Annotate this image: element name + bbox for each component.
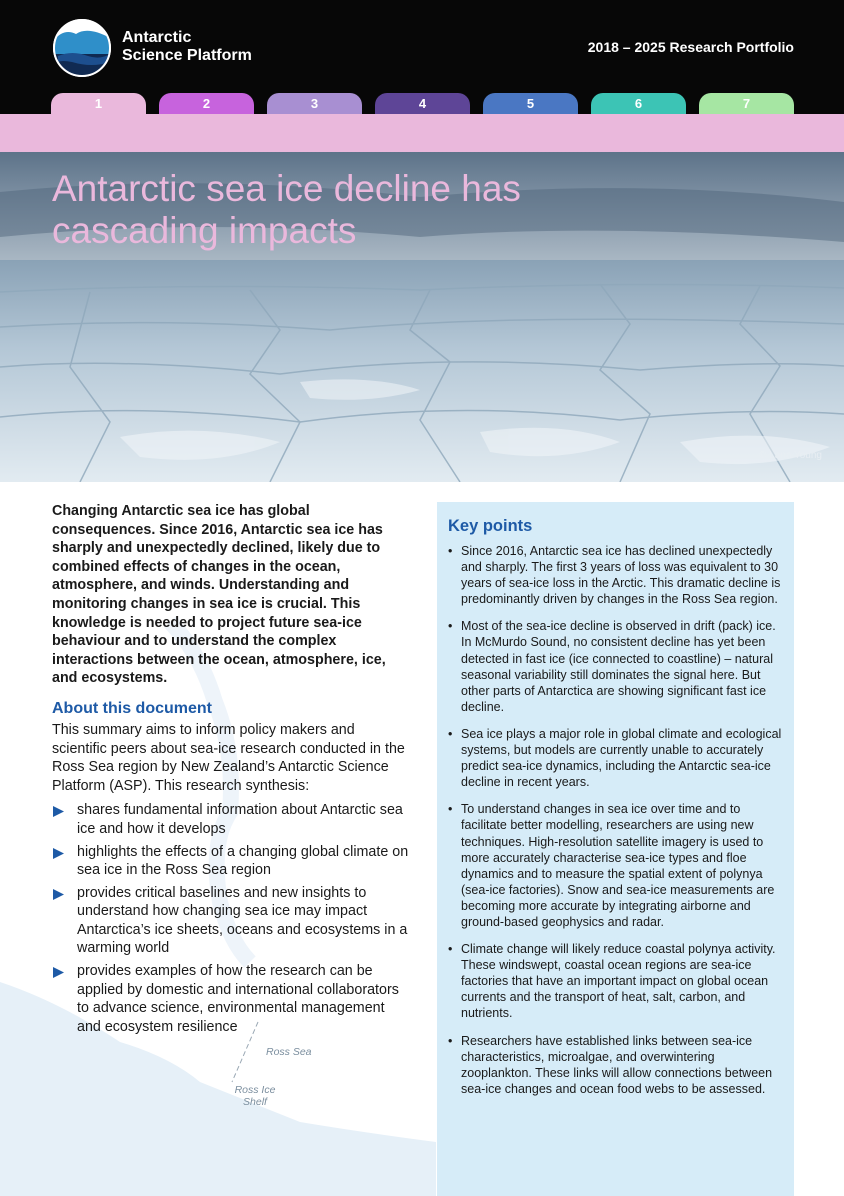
arrow-bullet-icon <box>52 847 65 860</box>
tab-4[interactable]: 4 <box>375 93 470 117</box>
key-point-item: • Climate change will likely reduce coastal polynya activity. These windswept, coastal ocean regions are sea-ice factories that have an important impact on global ocean currents and the transport of heat, salt, carbon, and nutrients. <box>448 941 784 1021</box>
logo-line-1: Antarctic <box>122 29 192 46</box>
about-heading: About this document <box>52 699 212 717</box>
key-point-item: • Since 2016, Antarctic sea ice has declined unexpectedly and sharply. The first 3 years of loss was equivalent to 30 years of sea-ice loss in the Arctic. This dramatic decline is predominantly driven by changes in the Ross Sea region. <box>448 543 784 607</box>
map-label-ross-ice-shelf <box>228 1084 282 1108</box>
tab-5[interactable]: 5 <box>483 93 578 117</box>
key-point-item: • Sea ice plays a major role in global climate and ecological systems, but models are currently unable to accurately predict sea-ice dynamics, including the Antarctic sea-ice decline in recent years. <box>448 726 784 790</box>
list-item <box>52 801 412 838</box>
logo-wordmark <box>122 29 252 65</box>
tab-3[interactable]: 3 <box>267 93 362 117</box>
page-title: Antarctic sea ice decline has cascading impacts <box>52 168 521 251</box>
about-paragraph: This summary aims to inform policy makers and scientific peers about sea-ice research conducted in the Ross Sea region by New Zealand’s Antarctic Science Platform (ASP). This research synthesis: <box>52 721 405 794</box>
map-label-ross-sea: Ross Sea <box>266 1046 312 1058</box>
key-point-item: • Most of the sea-ice decline is observed in drift (pack) ice. In McMurdo Sound, no consistent decline has yet been detected in fast ice (ice connected to coastline) – natural seasonal variability still dominates the signal here. But other parts of Antarctica are showing significant fast ice decline. <box>448 618 784 715</box>
list-item <box>52 843 412 880</box>
arrow-bullet-icon <box>52 805 65 818</box>
key-point-item: • To understand changes in sea ice over time and to facilitate better modelling, researchers are using new techniques. High-resolution satellite imagery is used to more accurately characterise sea-ice types and floe dynamics and to measure the spatial extent of polynya (sea-ice factories). Snow and sea-ice measurements are becoming more accurate by integrating airborne and ground-based geophysics and radar. <box>448 801 784 930</box>
map-label-line-1: Ross Ice <box>234 1084 276 1096</box>
portfolio-label: 2018 – 2025 Research Portfolio <box>587 39 794 55</box>
logo-line-2: Science Platform <box>122 47 252 64</box>
tab-7[interactable]: 7 <box>699 93 794 117</box>
list-item <box>52 884 412 958</box>
list-item-text: shares fundamental information about Antarctic sea ice and how it develops <box>77 802 403 837</box>
key-points-list <box>448 543 784 1108</box>
list-item-text: highlights the effects of a changing global climate on sea ice in the Ross Sea region <box>77 843 409 879</box>
tab-1[interactable]: 1 <box>51 93 146 117</box>
arrow-bullet-icon <box>52 888 65 901</box>
tab-2[interactable]: 2 <box>159 93 254 117</box>
list-item-text: provides critical baselines and new insights to understand how changing sea ice may impact Antarctica’s ice sheets, oceans and ecosystems in a warming world <box>77 884 408 957</box>
list-item-text: provides examples of how the research can be applied by domestic and international collaborators to advance science, environmental management and ecosystem resilience <box>77 963 399 1035</box>
key-points-heading: Key points <box>448 517 533 535</box>
left-column <box>52 502 412 1040</box>
intro-paragraph: Changing Antarctic sea ice has global consequences. Since 2016, Antarctic sea ice has sharply and unexpectedly declined, likely due to combined effects of changes in the ocean, atmosphere, and winds. Understanding and monitoring changes in sea ice is crucial. This knowledge is needed to project future sea-ice behaviour and to understand the complex interactions between the ocean, atmosphere, ice, and ecosystems. <box>52 503 386 687</box>
section-color-band <box>0 114 844 152</box>
asp-logo-icon <box>52 18 112 78</box>
arrow-bullet-icon <box>52 966 65 979</box>
key-point-item: • Researchers have established links between sea-ice characteristics, microalgae, and overwintering zooplankton. These links will allow connections between sea-ice changes and ocean food webs to be assessed. <box>448 1033 784 1097</box>
tab-6[interactable]: 6 <box>591 93 686 117</box>
list-item <box>52 962 412 1036</box>
photo-credit: © Lana Young <box>759 450 822 461</box>
map-label-line-2: Shelf <box>243 1096 267 1108</box>
synthesis-list <box>52 801 412 1036</box>
